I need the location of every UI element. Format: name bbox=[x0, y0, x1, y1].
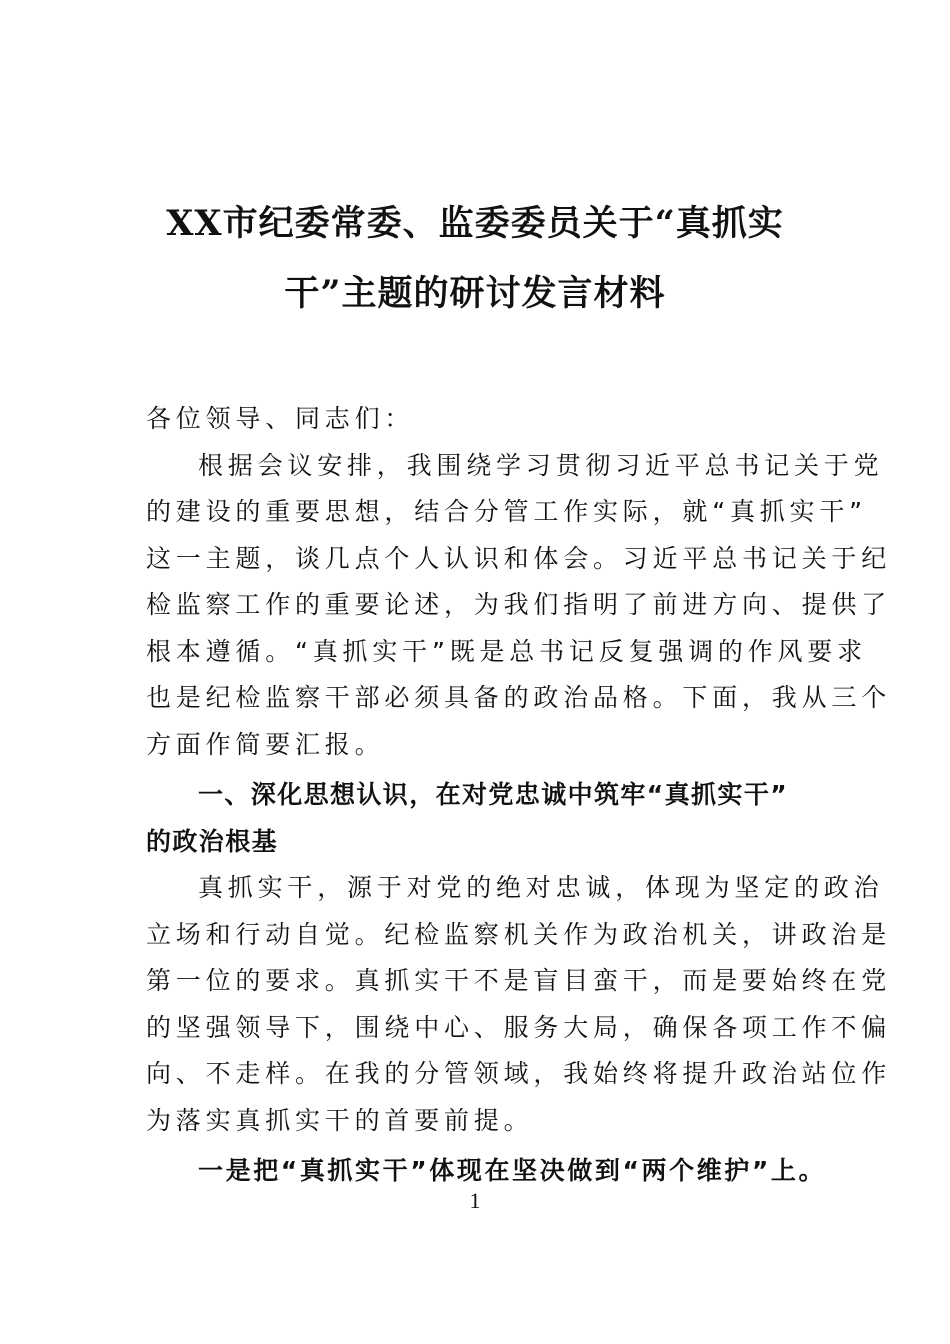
intro-paragraph-line: 根本遵循。“真抓实干”既是总书记反复强调的作风要求 bbox=[146, 636, 867, 666]
intro-paragraph-line: 这一主题，谈几点个人认识和体会。习近平总书记关于纪 bbox=[146, 543, 892, 573]
intro-paragraph-line: 方面作简要汇报。 bbox=[146, 729, 385, 759]
document-body bbox=[146, 396, 892, 1195]
section-1-paragraph-line: 立场和行动自觉。纪检监察机关作为政治机关，讲政治是 bbox=[146, 919, 892, 949]
section-1-heading-line: 一、深化思想认识，在对党忠诚中筑牢“真抓实干” bbox=[198, 780, 789, 809]
section-1-paragraph-line: 真抓实干，源于对党的绝对忠诚，体现为坚定的政治 bbox=[198, 873, 884, 902]
intro-paragraph-line: 检监察工作的重要论述，为我们指明了前进方向、提供了 bbox=[146, 590, 892, 619]
point-1-heading: 一是把“真抓实干”体现在坚决做到“两个维护”上。 bbox=[198, 1156, 827, 1185]
intro-paragraph-line: 也是纪检监察干部必须具备的政治品格。下面，我从三个 bbox=[146, 683, 892, 712]
section-1-paragraph-line: 为落实真抓实干的首要前提。 bbox=[146, 1105, 534, 1135]
page-number: 1 bbox=[469, 1188, 481, 1213]
section-1-paragraph-line: 向、不走样。在我的分管领域，我始终将提升政治站位作 bbox=[146, 1059, 892, 1088]
section-1-heading-line: 的政治根基 bbox=[146, 826, 279, 856]
section-1-paragraph-line: 第一位的要求。真抓实干不是盲目蛮干，而是要始终在党 bbox=[146, 966, 892, 995]
document-title-line-1: XX市纪委常委、监委委员关于“真抓实 bbox=[166, 203, 784, 244]
document-title-line-2: 干”主题的研讨发言材料 bbox=[284, 273, 666, 314]
salutation: 各位领导、同志们： bbox=[146, 404, 415, 433]
intro-paragraph-line: 根据会议安排，我围绕学习贯彻习近平总书记关于党 bbox=[198, 450, 884, 480]
section-1-paragraph-line: 的坚强领导下，围绕中心、服务大局，确保各项工作不偏 bbox=[146, 1012, 892, 1042]
intro-paragraph-line: 的建设的重要思想，结合分管工作实际，就“真抓实干” bbox=[146, 497, 867, 526]
